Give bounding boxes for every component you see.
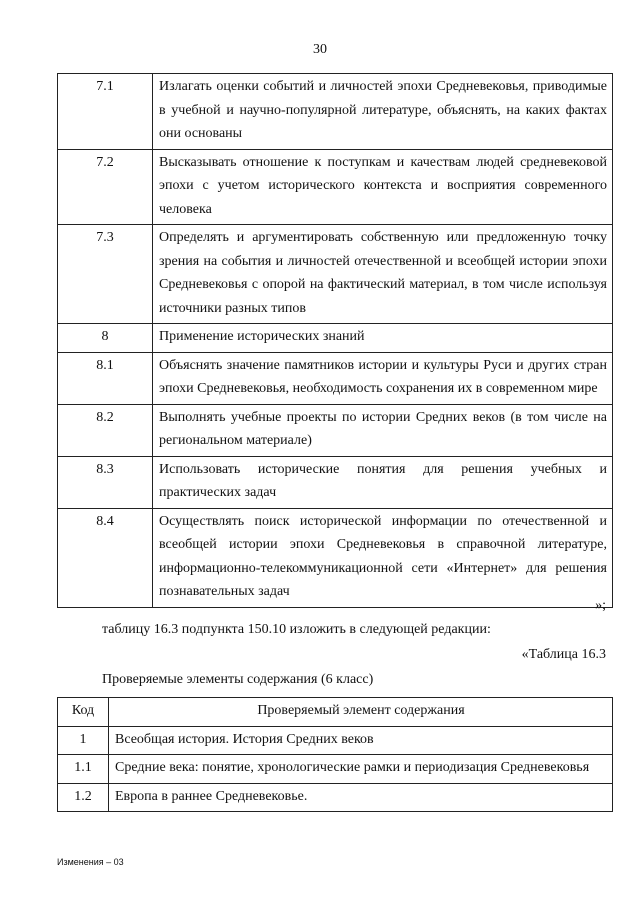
row-code: 7.3: [58, 225, 153, 324]
content-elements-table: [57, 697, 613, 812]
table-row: [58, 755, 613, 784]
row-code: 8.2: [58, 404, 153, 456]
row-text: Средние века: понятие, хронологические рамки и периодизация Средневековья: [109, 755, 613, 784]
table-caption: Проверяемые элементы содержания (6 класс): [102, 672, 374, 687]
row-text: Объяснять значение памятников истории и культуры Руси и других стран эпохи Средневековья, необходимость сохранения их в современном мире: [153, 352, 613, 404]
table-row: [58, 783, 613, 812]
requirements-table: [57, 73, 613, 608]
header-code: Код: [58, 698, 109, 727]
page-number: 30: [313, 42, 327, 57]
table-row: [58, 726, 613, 755]
table-row: [58, 456, 613, 508]
table-row: [58, 352, 613, 404]
row-text: Определять и аргументировать собственную или предложенную точку зрения на события и личностей отечественной и всеобщей истории эпохи Средневековья с опорой на фактический материал, в том числе используя источники разных типов: [153, 225, 613, 324]
row-text: Высказывать отношение к поступкам и качествам людей средневековой эпохи с учетом исторического контекста и восприятия современного человека: [153, 149, 613, 225]
row-text: Применение исторических знаний: [153, 324, 613, 353]
row-code: 1: [58, 726, 109, 755]
table-row: [58, 508, 613, 607]
row-code: 8: [58, 324, 153, 353]
row-text: Европа в раннее Средневековье.: [109, 783, 613, 812]
table-row: [58, 149, 613, 225]
row-text: Выполнять учебные проекты по истории Средних веков (в том числе на региональном материале): [153, 404, 613, 456]
row-text: Излагать оценки событий и личностей эпохи Средневековья, приводимые в учебной и научно-популярной литературе, объяснять, на каких фактах они основаны: [153, 74, 613, 150]
row-code: 1.2: [58, 783, 109, 812]
table-label: «Таблица 16.3: [521, 647, 606, 662]
row-text: Всеобщая история. История Средних веков: [109, 726, 613, 755]
row-code: 8.4: [58, 508, 153, 607]
row-code: 7.1: [58, 74, 153, 150]
row-text: Использовать исторические понятия для решения учебных и практических задач: [153, 456, 613, 508]
closing-quote-mark: »;: [595, 598, 606, 613]
row-code: 7.2: [58, 149, 153, 225]
header-text: Проверяемый элемент содержания: [109, 698, 613, 727]
table-row: [58, 324, 613, 353]
row-code: 1.1: [58, 755, 109, 784]
row-text: Осуществлять поиск исторической информации по отечественной и всеобщей истории эпохи Средневековья в справочной литературе, информационно-телекоммуникационной сети «Интернет» для решения познавательных задач: [153, 508, 613, 607]
row-code: 8.1: [58, 352, 153, 404]
footer-revision: Изменения – 03: [57, 857, 124, 867]
table-row: [58, 225, 613, 324]
table-row: [58, 404, 613, 456]
amendment-instruction: таблицу 16.3 подпункта 150.10 изложить в следующей редакции:: [102, 622, 491, 637]
row-code: 8.3: [58, 456, 153, 508]
table-row: [58, 74, 613, 150]
table-header-row: [58, 698, 613, 727]
